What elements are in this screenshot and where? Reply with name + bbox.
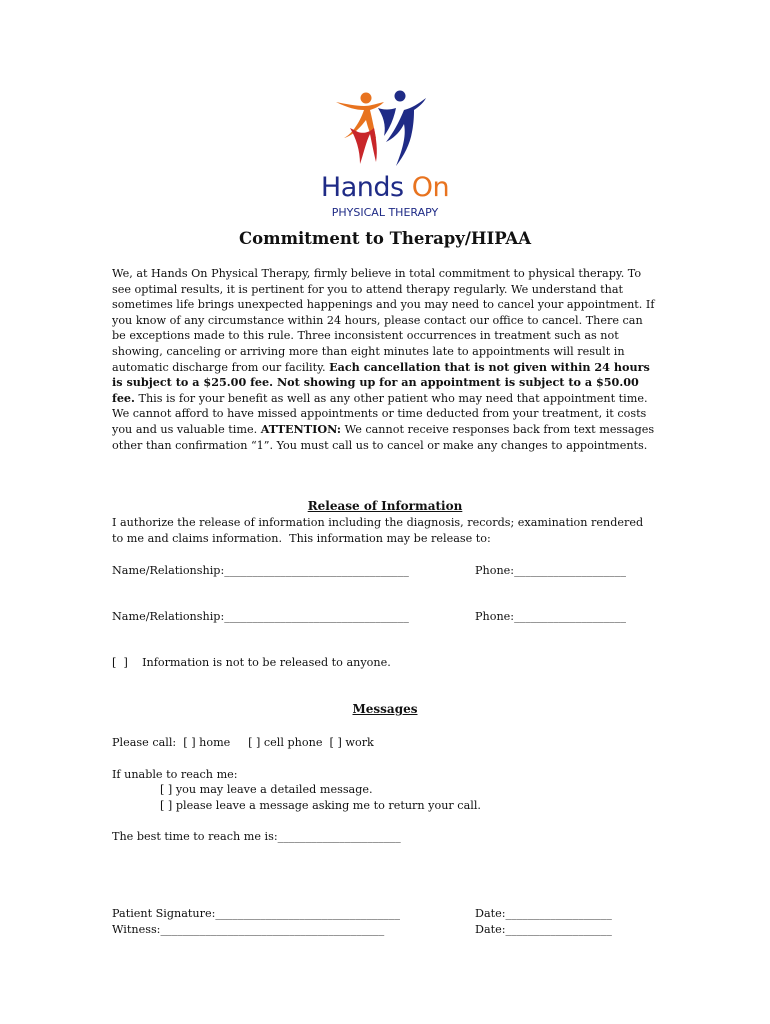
patient-signature-field[interactable]: Patient Signature:_________________________________ (112, 907, 400, 920)
release-authorization-line1: I authorize the release of information including the diagnosis, records; examination rendered (112, 516, 644, 529)
date-field-1[interactable]: Date:___________________ (475, 907, 612, 920)
brand-tagline: PHYSICAL THERAPY (331, 206, 439, 219)
people-figures-icon (330, 88, 440, 174)
document-title: Commitment to Therapy/HIPAA (238, 229, 532, 248)
detailed-message-checkbox[interactable]: [ ] you may leave a detailed message. (160, 783, 373, 796)
messages-section-title: Messages (352, 702, 418, 716)
release-section-title: Release of Information (307, 499, 463, 513)
commitment-paragraph (112, 266, 657, 453)
benefit-text: This is for your benefit as well as any other patient who may need that appointment time. We cannot afford to have missed appointments or time deducted from your treatment, it costs you and us valuable time. (112, 391, 648, 436)
not-released-checkbox[interactable]: [ ] Information is not to be released to anyone. (112, 656, 391, 669)
unable-to-reach-label: If unable to reach me: (112, 768, 238, 781)
commitment-text: We, at Hands On Physical Therapy, firmly believe in total commitment to physical therapy. To see optimal results, it is pertinent for you to attend therapy regularly. We understand that sometimes life brings unexpected happenings and you may need to cancel your appointment. If you know of any circumstance within 24 hours, please contact our office to cancel. There can be exceptions made to this rule. Three inconsistent occurrences in treatment such as not showing, canceling or arriving more than eight minutes late to appointments will result in automatic discharge from our facility. (112, 267, 655, 374)
company-logo (300, 88, 470, 224)
name-relationship-field-2[interactable]: Name/Relationship:_________________________________ (112, 610, 409, 623)
release-authorization-line2: to me and claims information. This information may be release to: (112, 532, 491, 545)
attention-text: We cannot receive responses back from text messages other than confirmation “1”. You must call us to cancel or make any changes to appointments. (112, 422, 655, 452)
phone-field-2[interactable]: Phone:____________________ (475, 610, 626, 623)
date-field-2[interactable]: Date:___________________ (475, 923, 612, 936)
best-time-field[interactable]: The best time to reach me is:______________________ (112, 830, 401, 843)
return-call-checkbox[interactable]: [ ] please leave a message asking me to return your call. (160, 799, 481, 812)
witness-signature-field[interactable]: Witness:________________________________________ (112, 923, 385, 936)
cancellation-fee-text: Each cancellation that is not given within 24 hours is subject to a $25.00 fee. Not showing up for an appointment is subject to a $50.00 fee. (112, 359, 650, 405)
brand-name: Hands On (320, 172, 450, 203)
attention-label: ATTENTION: (260, 421, 342, 436)
phone-field-1[interactable]: Phone:____________________ (475, 564, 626, 577)
name-relationship-field-1[interactable]: Name/Relationship:_________________________________ (112, 564, 409, 577)
please-call-options[interactable]: Please call: [ ] home [ ] cell phone [ ] work (112, 736, 374, 749)
